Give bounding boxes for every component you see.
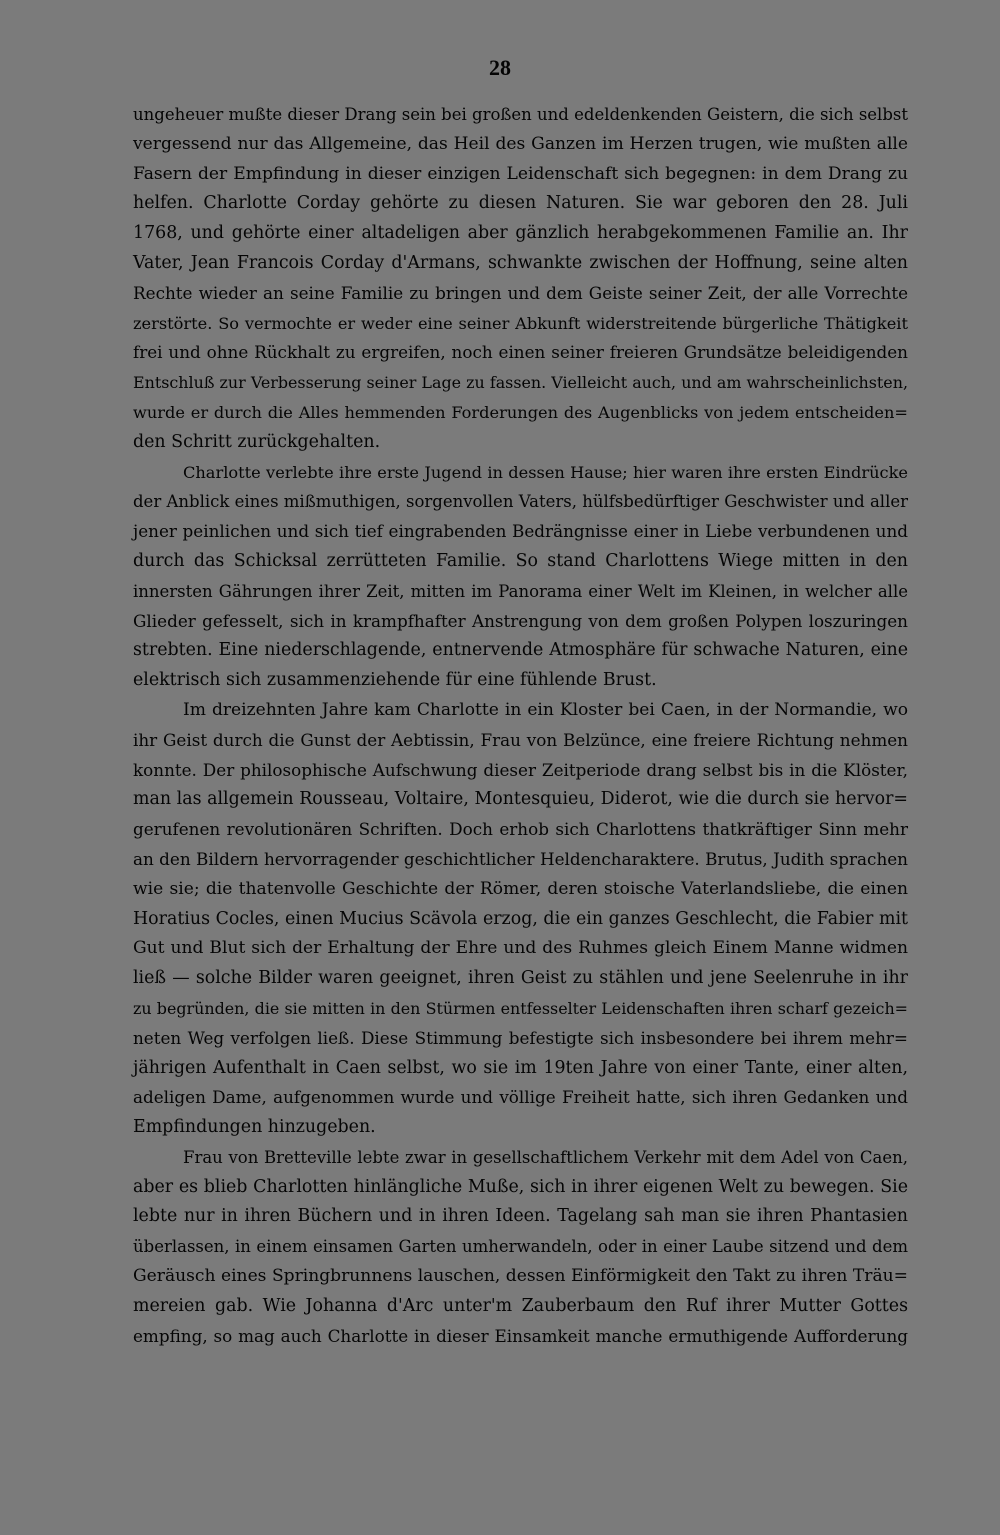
text-line: den Schritt zurückgehalten.: [133, 431, 381, 452]
text-line: gerufenen revolutionären Schriften. Doch erhob sich Charlottens thatkräftiger Sinn mehr: [133, 819, 908, 840]
text-line: Rechte wieder an seine Familie zu bringen und dem Geiste seiner Zeit, der alle Vorrechte: [133, 282, 908, 303]
text-line: frei und ohne Rückhalt zu ergreifen, noch einen seiner freieren Grundsätze beleidigenden: [133, 342, 908, 363]
text-line: zu begründen, die sie mitten in den Stürmen entfesselter Leidenschaften ihren scharf gezeich=: [133, 998, 908, 1018]
text-line: Im dreizehnten Jahre kam Charlotte in ein Kloster bei Caen, in der Normandie, wo: [183, 699, 908, 720]
text-line: wurde er durch die Alles hemmenden Forderungen des Augenblicks von jedem entscheiden=: [133, 402, 908, 422]
text-line: der Anblick eines mißmuthigen, sorgenvollen Vaters, hülfsbedürftiger Geschwister und aller: [133, 492, 908, 512]
text-line: überlassen, in einem einsamen Garten umherwandeln, oder in einer Laube sitzend und dem: [133, 1237, 908, 1257]
text-line: an den Bildern hervorragender geschichtlicher Heldencharaktere. Brutus, Judith sprachen: [133, 848, 908, 869]
text-line: Vater, Jean Francois Corday d'Armans, schwankte zwischen der Hoffnung, seine alten: [133, 252, 908, 273]
text-line: mereien gab. Wie Johanna d'Arc unter'm Zauberbaum den Ruf ihrer Mutter Gottes: [133, 1295, 908, 1316]
text-line: Fasern der Empfindung in dieser einzigen Leidenschaft sich begegnen: in dem Drang zu: [133, 163, 908, 184]
text-line: strebten. Eine niederschlagende, entnervende Atmosphäre für schwache Naturen, eine: [133, 640, 908, 661]
text-line: lebte nur in ihren Büchern und in ihren Ideen. Tagelang sah man sie ihren Phantasien: [133, 1206, 908, 1227]
text-line: Charlotte verlebte ihre erste Jugend in dessen Hause; hier waren ihre ersten Eindrücke: [183, 462, 908, 482]
text-line: vergessend nur das Allgemeine, das Heil des Ganzen im Herzen trugen, wie mußten alle: [133, 133, 908, 154]
text-line: Frau von Bretteville lebte zwar in gesellschaftlichem Verkehr mit dem Adel von Caen,: [183, 1147, 908, 1167]
text-line: ließ — solche Bilder waren geeignet, ihren Geist zu stählen und jene Seelenruhe in ihr: [133, 968, 908, 989]
text-line: empfing, so mag auch Charlotte in dieser Einsamkeit manche ermuthigende Aufforderung: [133, 1325, 908, 1346]
text-line: Glieder gefesselt, sich in krampfhafter Anstrengung von dem großen Polypen loszuringen: [133, 610, 908, 631]
text-line: Empfindungen hinzugeben.: [133, 1117, 376, 1138]
text-line: konnte. Der philosophische Aufschwung dieser Zeitperiode drang selbst bis in die Klöster,: [133, 759, 908, 780]
text-line: ungeheuer mußte dieser Drang sein bei großen und edeldenkenden Geistern, die sich selbst: [133, 105, 908, 124]
text-line: zerstörte. So vermochte er weder eine seiner Abkunft widerstreitende bürgerliche Thätigkeit: [133, 313, 908, 333]
text-line: durch das Schicksal zerrütteten Familie. So stand Charlottens Wiege mitten in den: [133, 550, 908, 571]
text-line: jährigen Aufenthalt in Caen selbst, wo sie im 19ten Jahre von einer Tante, einer alten,: [133, 1057, 908, 1078]
text-line: innersten Gährungen ihrer Zeit, mitten im Panorama einer Welt im Kleinen, in welcher alle: [133, 581, 908, 601]
text-line: Geräusch eines Springbrunnens lauschen, dessen Einförmigkeit den Takt zu ihren Träu=: [133, 1266, 908, 1287]
text-line: helfen. Charlotte Corday gehörte zu diesen Naturen. Sie war geboren den 28. Juli: [133, 193, 908, 214]
text-line: wie sie; die thatenvolle Geschichte der Römer, deren stoische Vaterlandsliebe, die einen: [133, 878, 908, 899]
text-line: elektrisch sich zusammenziehende für eine fühlende Brust.: [133, 670, 657, 691]
page-number: 28: [489, 55, 511, 80]
text-line: 1768, und gehörte einer altadeligen aber gänzlich herabgekommenen Familie an. Ihr: [133, 223, 908, 244]
text-line: man las allgemein Rousseau, Voltaire, Montesquieu, Diderot, wie die durch sie hervor=: [133, 789, 908, 810]
text-line: Gut und Blut sich der Erhaltung der Ehre und des Ruhmes gleich Einem Manne widmen: [133, 938, 908, 959]
text-line: neten Weg verfolgen ließ. Diese Stimmung befestigte sich insbesondere bei ihrem mehr=: [133, 1027, 908, 1048]
text-line: Entschluß zur Verbesserung seiner Lage zu fassen. Vielleicht auch, und am wahrscheinlichsten,: [133, 373, 908, 393]
text-line: adeligen Dame, aufgenommen wurde und völlige Freiheit hatte, sich ihren Gedanken und: [133, 1087, 908, 1108]
text-line: jener peinlichen und sich tief eingrabenden Bedrängnisse einer in Liebe verbundenen und: [133, 521, 908, 542]
text-line: aber es blieb Charlotten hinlängliche Muße, sich in ihrer eigenen Welt zu bewegen. Sie: [133, 1176, 908, 1197]
text-line: Horatius Cocles, einen Mucius Scävola erzog, die ein ganzes Geschlecht, die Fabier mit: [133, 908, 908, 929]
body-text: [133, 100, 908, 1351]
text-line: ihr Geist durch die Gunst der Aebtissin, Frau von Belzünce, eine freiere Richtung nehmen: [133, 729, 908, 750]
